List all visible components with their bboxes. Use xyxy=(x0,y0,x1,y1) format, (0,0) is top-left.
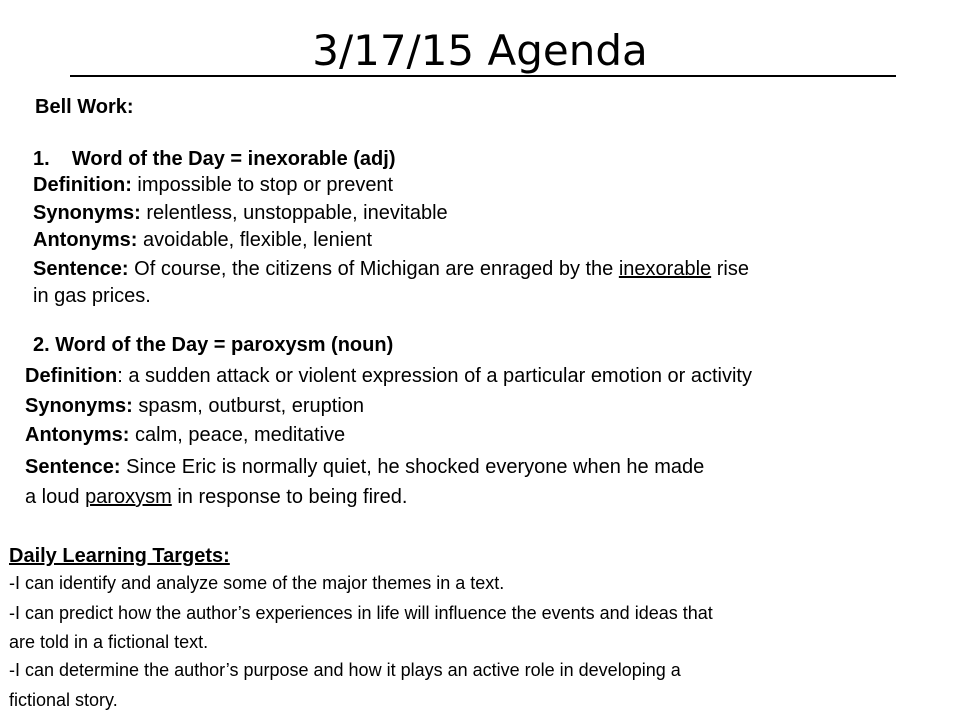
word2-sentence-row xyxy=(25,455,704,479)
bell-work-heading: Bell Work: xyxy=(35,96,134,118)
word2-antonyms-row xyxy=(25,423,345,447)
target-line: -I can predict how the author’s experiences in life will influence the events and ideas that xyxy=(9,603,713,623)
word1-antonyms-text: avoidable, flexible, lenient xyxy=(137,229,373,251)
target-line: fictional story. xyxy=(9,690,118,710)
targets-heading: Daily Learning Targets: xyxy=(9,545,230,567)
word1-synonyms-label: Synonyms: xyxy=(33,202,141,224)
word2-synonyms-label: Synonyms: xyxy=(25,395,133,417)
word2-antonyms-label: Antonyms: xyxy=(25,424,130,446)
word2-sentence-start: a loud xyxy=(25,486,86,508)
word2-synonyms-text: spasm, outburst, eruption xyxy=(132,395,365,417)
target-line: -I can determine the author’s purpose and how it plays an active role in developing a xyxy=(9,660,681,680)
word1-sentence-label: Sentence: xyxy=(33,258,129,280)
word2-sentence-line2 xyxy=(25,485,407,509)
word1-synonyms-text: relentless, unstoppable, inevitable xyxy=(140,202,448,224)
word2-definition-row xyxy=(25,364,752,388)
word2-sentence-end: in response to being fired. xyxy=(171,486,408,508)
word2-sentence-text: Since Eric is normally quiet, he shocked everyone when he made xyxy=(120,456,705,478)
page-title: 3/17/15 Agenda xyxy=(312,26,648,75)
word1-definition-label: Definition: xyxy=(33,174,132,196)
word2-sentence-keyword: paroxysm xyxy=(85,486,172,508)
word1-sentence-row xyxy=(33,257,749,281)
word2-definition-text: : a sudden attack or violent expression of a particular emotion or activity xyxy=(117,365,752,387)
target-line: -I can identify and analyze some of the major themes in a text. xyxy=(9,573,505,593)
word2-antonyms-text: calm, peace, meditative xyxy=(129,424,346,446)
word1-heading: 1. Word of the Day = inexorable (adj) xyxy=(33,148,396,170)
word1-sentence-line2: in gas prices. xyxy=(33,285,151,307)
word1-sentence-end: rise xyxy=(711,258,749,280)
word1-definition-row xyxy=(33,173,393,197)
word2-heading: 2. Word of the Day = paroxysm (noun) xyxy=(33,334,394,356)
word1-antonyms-label: Antonyms: xyxy=(33,229,138,251)
word2-synonyms-row xyxy=(25,394,364,418)
target-line: are told in a fictional text. xyxy=(9,632,209,652)
word2-sentence-label: Sentence: xyxy=(25,456,121,478)
word1-sentence-text: Of course, the citizens of Michigan are enraged by the xyxy=(128,258,619,280)
word1-synonyms-row xyxy=(33,201,448,225)
word1-antonyms-row xyxy=(33,228,372,252)
word2-definition-label: Definition xyxy=(25,365,118,387)
word1-definition-text: impossible to stop or prevent xyxy=(131,174,394,196)
title-underline xyxy=(70,75,896,77)
word1-sentence-keyword: inexorable xyxy=(618,258,712,280)
